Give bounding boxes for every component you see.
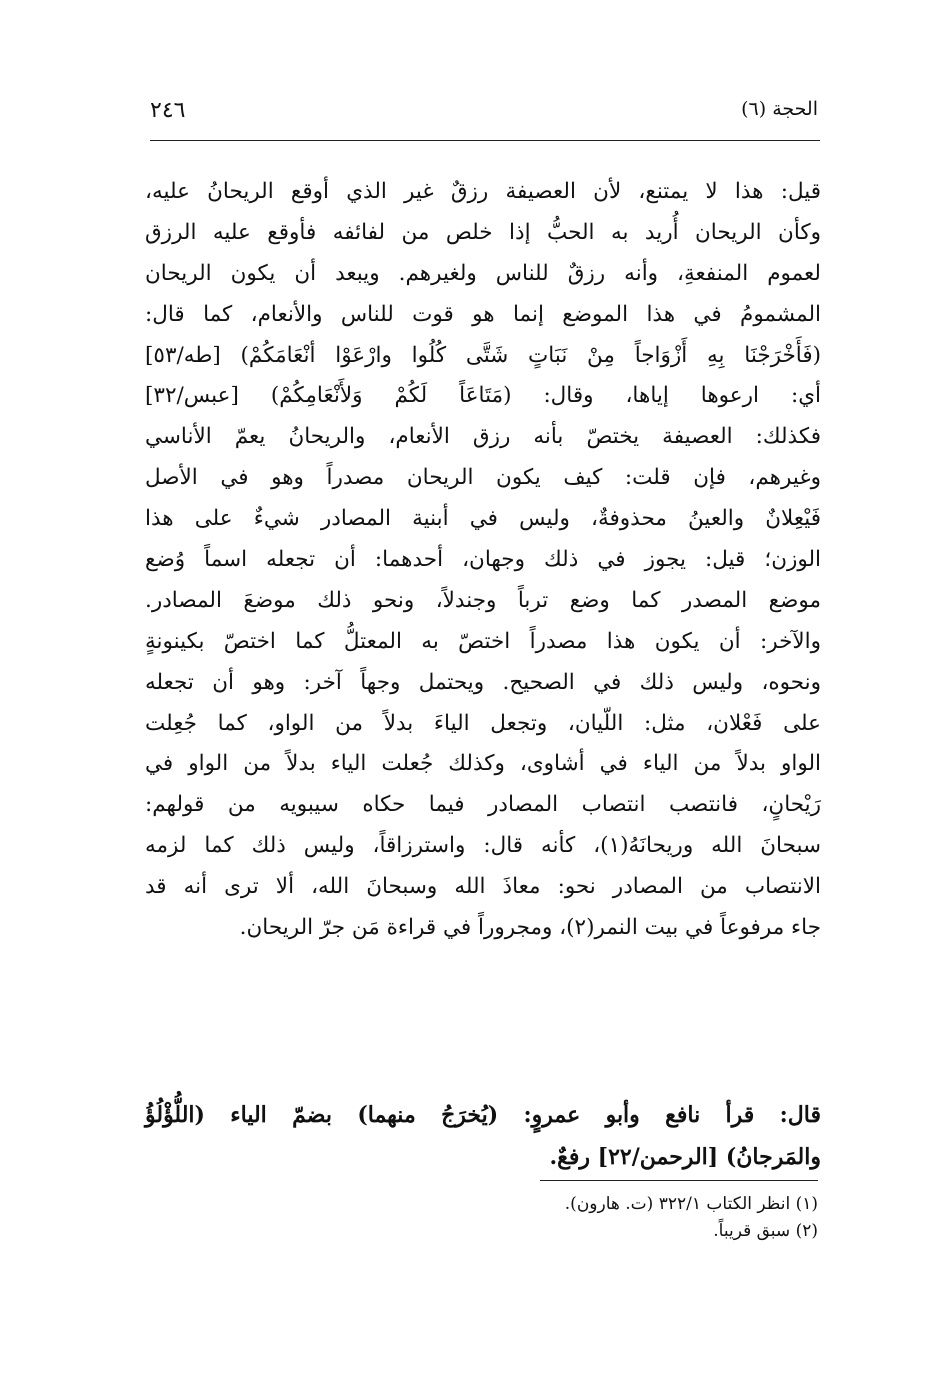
text-line: موضع المصدر كما وضع ترباً وجندلاً، ونحو ذلك موضعَ المصادر. bbox=[145, 587, 821, 613]
text-line: فكذلك: العصيفة يختصّ بأنه رزق الأنعام، والريحانُ يعمّ الأناسي bbox=[145, 424, 821, 450]
text-line: (فَأَخْرَجْنَا بِهِ أَزْوَاجاً مِنْ نَبَاتٍ شَتَّى كُلُوا وارْعَوْا أنْعَامَكُمْ) [طه/٥٣] bbox=[145, 342, 821, 368]
text-line: فَيْعِلانٌ والعينُ محذوفةٌ، وليس في أبنية المصادر شيءٌ على هذا bbox=[145, 506, 821, 532]
text-line: وكأن الريحان أُريد به الحبُّ إذا خلص من لفائفه فأوقع عليه الرزق bbox=[145, 219, 821, 245]
text-line: الواو بدلاً من الياء في أشاوى، وكذلك جُعلت الياء بدلاً من الواو في bbox=[145, 751, 821, 777]
header-rule bbox=[150, 140, 820, 141]
footnote: (١) انظر الكتاب ٣٢٢/١ (ت. هارون). bbox=[564, 1194, 818, 1214]
page-header bbox=[150, 98, 818, 134]
running-title: الحجة (٦) bbox=[741, 98, 818, 120]
footnote: (٢) سبق قريباً. bbox=[713, 1221, 818, 1241]
text-line: المشمومُ في هذا الموضع إنما هو قوت للناس والأنعام، كما قال: bbox=[145, 301, 821, 327]
text-line: قيل: هذا لا يمتنع، لأن العصيفة رزقٌ غير الذي أوقع الريحانُ عليه، bbox=[145, 179, 821, 204]
page-number: ٢٤٦ bbox=[150, 98, 186, 123]
text-line: سبحانَ الله وريحانَهُ(١)، كأنه قال: واسترزاقاً، وليس ذلك كما لزمه bbox=[145, 833, 821, 859]
text-line: على فَعْلان، مثل: اللّيان، وتجعل الياءَ بدلاً من الواو، كما جُعِلت bbox=[145, 710, 821, 736]
body-text bbox=[145, 172, 821, 949]
text-line: الوزن؛ قيل: يجوز في ذلك وجهان، أحدهما: أن تجعله اسماً وُضع bbox=[145, 547, 821, 573]
text-line: أي: ارعوها إياها، وقال: (مَتَاعَاً لَكُمْ وَلأَنْعَامِكُمْ) [عبس/٣٢] bbox=[145, 383, 821, 409]
text-line: رَيْحانٍ، فانتصب انتصاب المصادر فيما حكاه سيبويه من قولهم: bbox=[145, 792, 821, 818]
text-line: الانتصاب من المصادر نحو: معاذَ الله وسبحانَ الله، ألا ترى أنه قد bbox=[145, 874, 821, 900]
text-line: ونحوه، وليس ذلك في الصحيح. ويحتمل وجهاً آخر: وهو أن تجعله bbox=[145, 669, 821, 695]
text-line: لعموم المنفعةِ، وأنه رزقٌ للناس ولغيرهم. ويبعد أن يكون الريحان bbox=[145, 260, 821, 286]
text-line: والآخر: أن يكون هذا مصدراً اختصّ به المعتلُّ كما اختصّ بكينونةٍ bbox=[145, 628, 821, 654]
text-line: جاء مرفوعاً في بيت النمر(٢)، ومجروراً في قراءة مَن جرّ الريحان. bbox=[239, 915, 821, 941]
commentary-paragraph bbox=[145, 1094, 821, 1178]
commentary-line: والمَرجانُ) [الرحمن/٢٢] رفعٌ. bbox=[549, 1144, 821, 1170]
commentary-line: قال: قرأ نافع وأبو عمروٍ: (يُخرَجُ منهما) بضمّ الياء (اللُّؤْلُؤُ bbox=[145, 1102, 821, 1128]
text-line: وغيرهم، فإن قلت: كيف يكون الريحان مصدراً وهو في الأصل bbox=[145, 465, 821, 491]
footnotes bbox=[300, 1191, 818, 1245]
footnote-rule bbox=[540, 1180, 818, 1181]
